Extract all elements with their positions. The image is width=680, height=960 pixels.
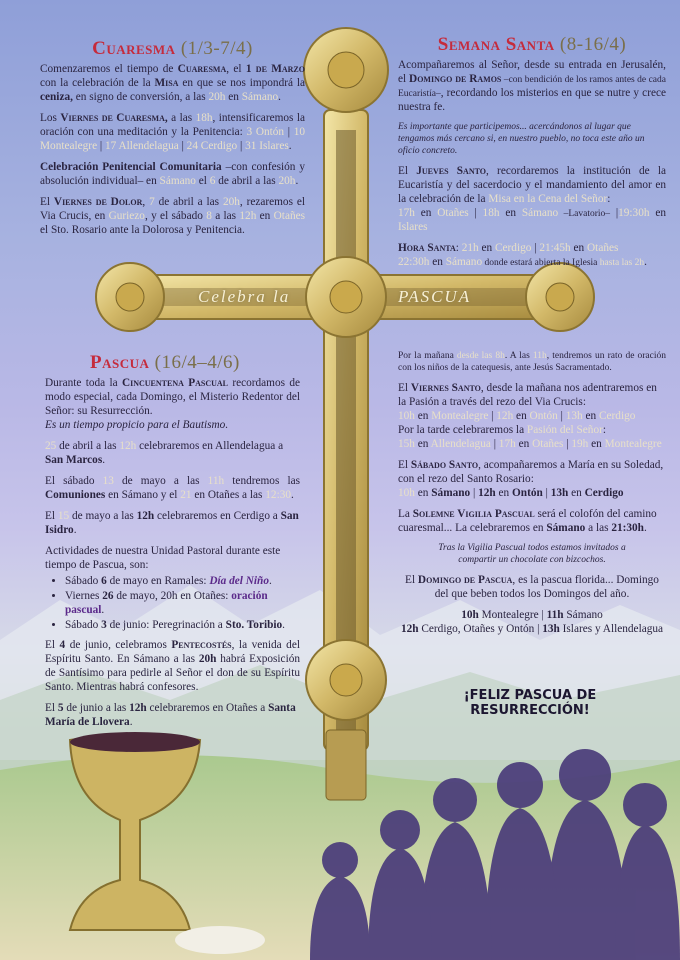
- semana-santa-section: [398, 34, 666, 276]
- semana-jueves: El Jueves Santo, recordaremos la institución de la Eucaristía y del sacerdocio y el mandamiento del amor en la celebración de la Misa en la Cena del Señor: 17h en Otañes | 18h en Sámano –Lavatorio– |19:30h en Islares: [398, 165, 666, 233]
- jueves-manana: Por la mañana desde las 8h. A las 11h, tendremos un rato de oración con los niños de la catequesis, ante Jesús Sacramentado.: [398, 351, 667, 373]
- semana-hora-santa: Hora Santa: 21h en Cerdigo | 21:45h en Otañes 22:30h en Sámano donde estará abierta la Iglesia hasta las 2h.: [398, 242, 647, 268]
- celebra-left: Celebra la: [198, 287, 291, 306]
- pascua-activity-list: [45, 574, 300, 632]
- cuaresma-penitencial: Celebración Penitencial Comunitaria –con confesión y absolución individual– en Sámano el 6 de abril a las 20h.: [40, 161, 305, 187]
- pascua-section: [45, 352, 300, 736]
- feliz-pascua-heading: ¡FELIZ PASCUA DE RESURRECCIÓN!: [463, 688, 597, 718]
- pascua-title: Pascua (16/4–4/6): [90, 352, 240, 373]
- semana-ramos: Acompañaremos al Señor, desde su entrada en Jerusalén, el Domingo de Ramos –con bendición de los ramos antes de cada Eucaristía–, recordando los misterios en que se nutre y crece nuestra fe.: [398, 59, 666, 113]
- pascua-comuniones: El sábado 13 de mayo a las 11h tendremos las Comuniones en Sámano y el 21 en Otañes a las 12:30.: [45, 475, 300, 501]
- pascua-pentecostes: El 4 de junio, celebramos Pentecostés, la venida del Espíritu Santo. En Sámano a las 20h habrá Exposición de Santísimo para pedirle al Señor el don de su Espíritu Santo. Mientras habrá confesores.: [45, 639, 300, 693]
- cuaresma-dolor: El Viernes de Dolor, 7 de abril a las 20h, rezaremos el Via Crucis, en Guriezo, y el sábado 8 a las 12h en Otañes el Sto. Rosario ante la Dolorosa y Penitencia.: [40, 196, 306, 236]
- cuaresma-title: Cuaresma (1/3-7/4): [92, 38, 253, 59]
- semana-note: Es importante que participemos... acercándonos al lugar que tengamos más cercano si, en nuestro pueblo, no toca este año un oficio concreto.: [398, 122, 645, 156]
- domingo-horarios: 10h Montealegre | 11h Sámano 12h Cerdigo, Otañes y Ontón | 13h Islares y Allendelagua: [400, 609, 664, 635]
- sabado-santo: El Sábado Santo, acompañaremos a María en su Soledad, con el rezo del Santo Rosario: 10h en Sámano | 12h en Ontón | 13h en Cerdigo: [398, 459, 664, 499]
- cuaresma-intro: Comenzaremos el tiempo de Cuaresma, el 1 de Marzo con la celebración de la Misa en que se nos impondrá la ceniza, en signo de conversión, a las 20h en Sámano.: [40, 63, 305, 103]
- semana-santa-continued: [398, 350, 666, 643]
- pascua-san-marcos: 25 de abril a las 12h celebraremos en Allendelagua a San Marcos.: [45, 440, 284, 466]
- vigilia-pascual: La Solemne Vigilia Pascual será el colofón del camino cuaresmal... La celebraremos en Sámano a las 21:30h.: [398, 508, 657, 534]
- pascua-actividades: Actividades de nuestra Unidad Pastoral durante este tiempo de Pascua, son:: [45, 545, 281, 571]
- celebra-right: PASCUA: [398, 287, 472, 306]
- viernes-santo: El Viernes Santo, desde la mañana nos adentraremos en la Pasión a través del rezo del Via Crucis: 10h en Montealegre | 12h en Ontón | 13h en Cerdigo Por la tarde celebraremos la Pasión del Señor: 15h en Allendelagua | 17h en Otañes | 19h en Montealegre: [398, 382, 662, 450]
- cuaresma-viernes: Los Viernes de Cuaresma, a las 18h, intensificaremos la oración con una meditación y la Penitencia: 3 Ontón | 10 Montealegre | 17 Allendelagua | 24 Cerdigo | 31 Islares.: [40, 112, 305, 152]
- vigilia-note: Tras la Vigilia Pascual todos estamos invitados a compartir un chocolate con bizcochos.: [438, 543, 626, 565]
- pascua-intro: Durante toda la Cincuentena Pascual recordamos de modo especial, cada Domingo, el Misterio Redentor del Señor: su Resurrección. Es un tiempo propicio para el Bautismo.: [45, 377, 300, 431]
- list-item: • Sábado 3 de junio: Peregrinación a Sto. Toribio.: [65, 618, 300, 632]
- list-item: • Viernes 26 de mayo, 20h en Otañes: oración pascual.: [65, 589, 300, 617]
- list-item: • Sábado 6 de mayo en Ramales: Día del Niño.: [65, 574, 300, 588]
- cuaresma-section: [40, 38, 306, 244]
- domingo-pascua: El Domingo de Pascua, es la pascua florida... Domingo del que beben todos los Domingos del año.: [405, 574, 659, 600]
- pascua-llovera: El 5 de junio a las 12h celebraremos en Otañes a Santa María de Llovera.: [45, 702, 296, 728]
- pascua-san-isidro: El 15 de mayo a las 12h celebraremos en Cerdigo a San Isidro.: [45, 510, 299, 536]
- semana-santa-title: Semana Santa (8-16/4): [437, 34, 627, 55]
